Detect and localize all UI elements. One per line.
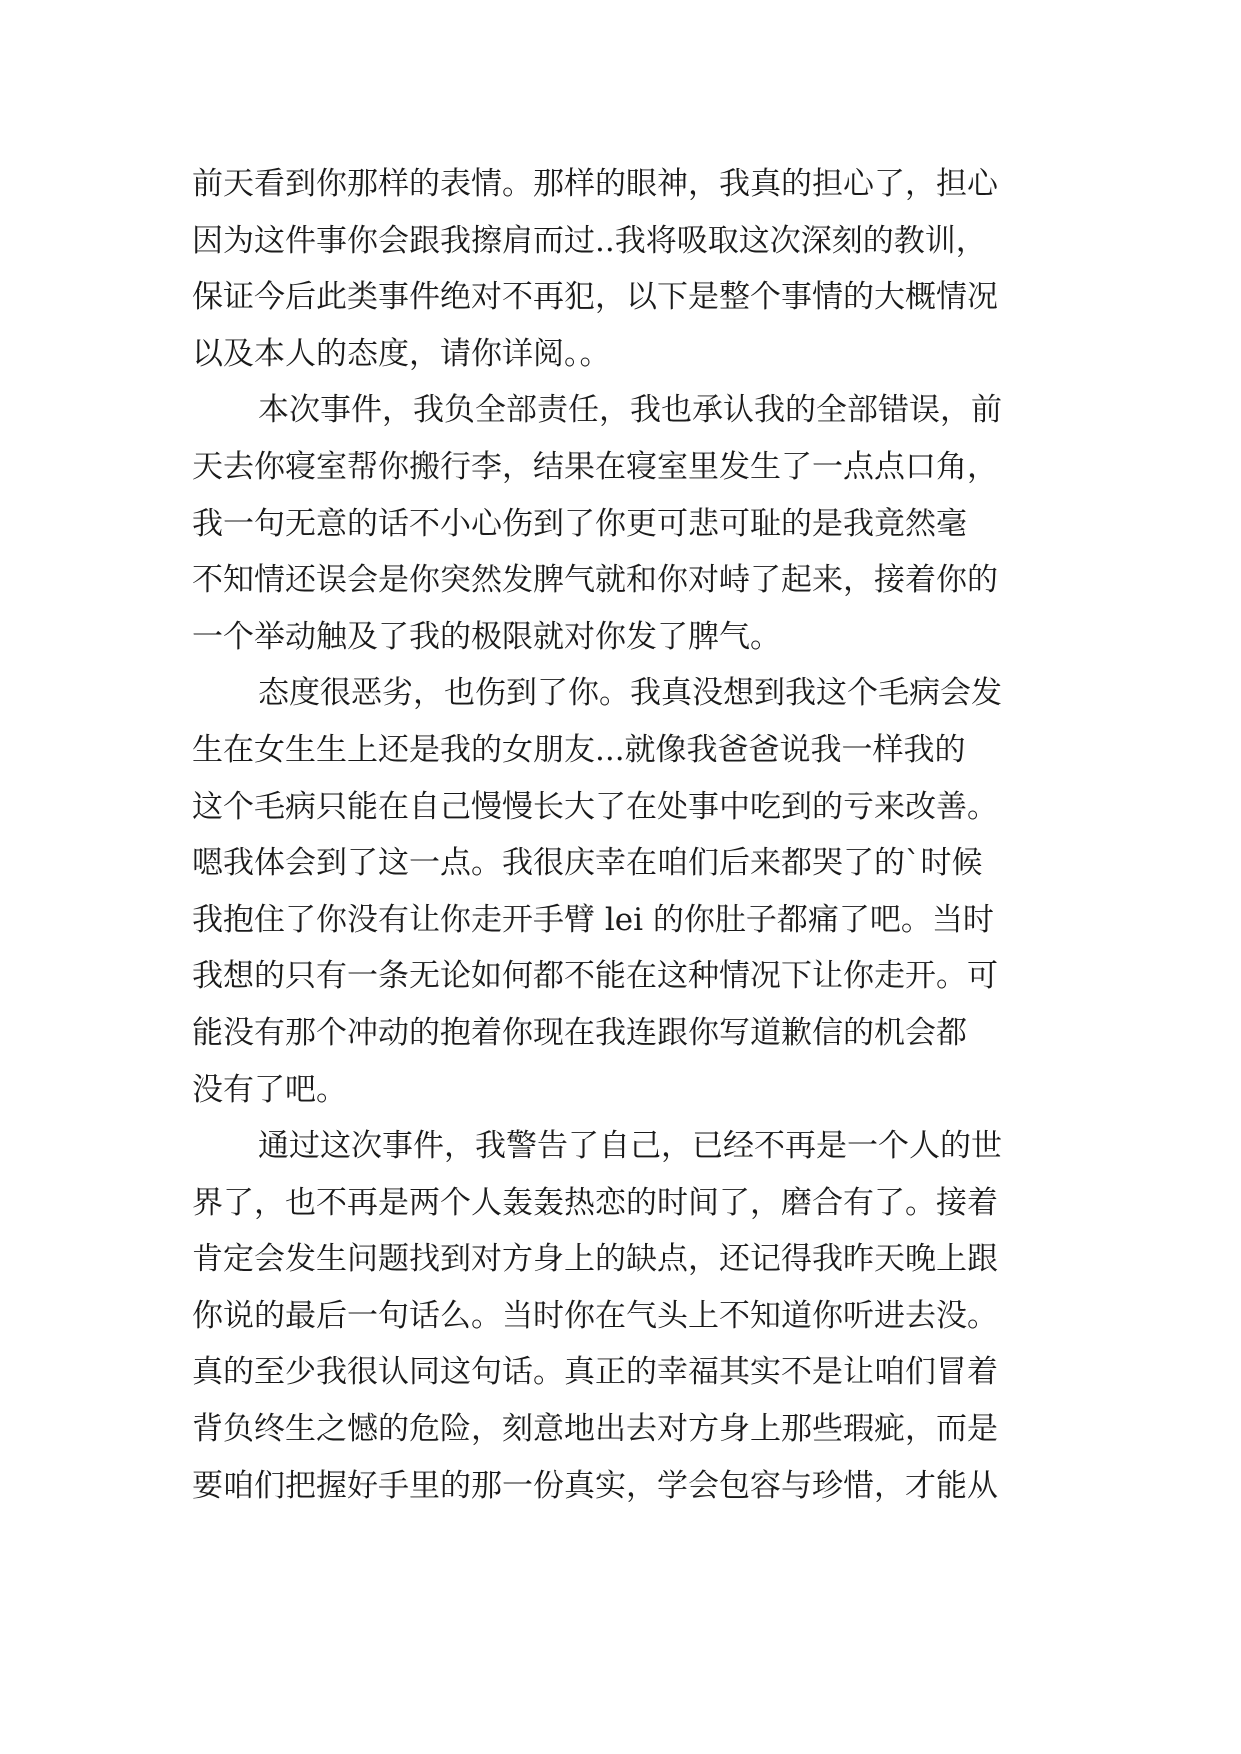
text-line: 真的至少我很认同这句话。真正的幸福其实不是让咱们冒着 — [192, 1354, 998, 1391]
text-line: 不知情还误会是你突然发脾气就和你对峙了起来，接着你的 — [192, 562, 998, 599]
text-line: 要咱们把握好手里的那一份真实，学会包容与珍惜，才能从 — [192, 1467, 998, 1504]
text-line: 能没有那个冲动的抱着你现在我连跟你写道歉信的机会都 — [192, 1014, 967, 1051]
text-line: 这个毛病只能在自己慢慢长大了在处事中吃到的亏来改善。 — [192, 788, 998, 825]
text-line: 没有了吧。 — [192, 1071, 347, 1108]
text-line: 我抱住了你没有让你走开手臂 lei 的你肚子都痛了吧。当时 — [192, 901, 994, 938]
text-line: 背负终生之憾的危险，刻意地出去对方身上那些瑕疵，而是 — [192, 1411, 998, 1448]
paragraph-first-line: 通过这次事件，我警告了自己，已经不再是一个人的世 — [258, 1128, 1002, 1165]
text-line: 我一句无意的话不小心伤到了你更可悲可耻的是我竟然毫 — [192, 505, 967, 542]
text-line: 天去你寝室帮你搬行李，结果在寝室里发生了一点点口角， — [192, 448, 998, 485]
text-line: 界了，也不再是两个人轰轰热恋的时间了，磨合有了。接着 — [192, 1184, 998, 1221]
text-line: 生在女生生上还是我的女朋友...就像我爸爸说我一样我的 — [192, 731, 966, 768]
text-line: 因为这件事你会跟我擦肩而过..我将吸取这次深刻的教训， — [192, 222, 987, 259]
text-line: 以及本人的态度，请你详阅。。 — [192, 335, 611, 372]
text-line: 我想的只有一条无论如何都不能在这种情况下让你走开。可 — [192, 958, 998, 995]
text-line: 保证今后此类事件绝对不再犯，以下是整个事情的大概情况 — [192, 279, 998, 316]
paragraph-first-line: 态度很恶劣，也伤到了你。我真没想到我这个毛病会发 — [258, 675, 1002, 712]
text-line: 前天看到你那样的表情。那样的眼神，我真的担心了，担心 — [192, 166, 998, 202]
text-line: 一个举动触及了我的极限就对你发了脾气。 — [192, 618, 781, 655]
paragraph-first-line: 本次事件，我负全部责任，我也承认我的全部错误，前 — [258, 392, 1002, 429]
text-line: 你说的最后一句话么。当时你在气头上不知道你听进去没。 — [192, 1297, 998, 1334]
text-line: 嗯我体会到了这一点。我很庆幸在咱们后来都哭了的`时候 — [192, 845, 983, 882]
text-line: 肯定会发生问题找到对方身上的缺点，还记得我昨天晚上跟 — [192, 1241, 998, 1278]
document-body — [192, 156, 1052, 1514]
